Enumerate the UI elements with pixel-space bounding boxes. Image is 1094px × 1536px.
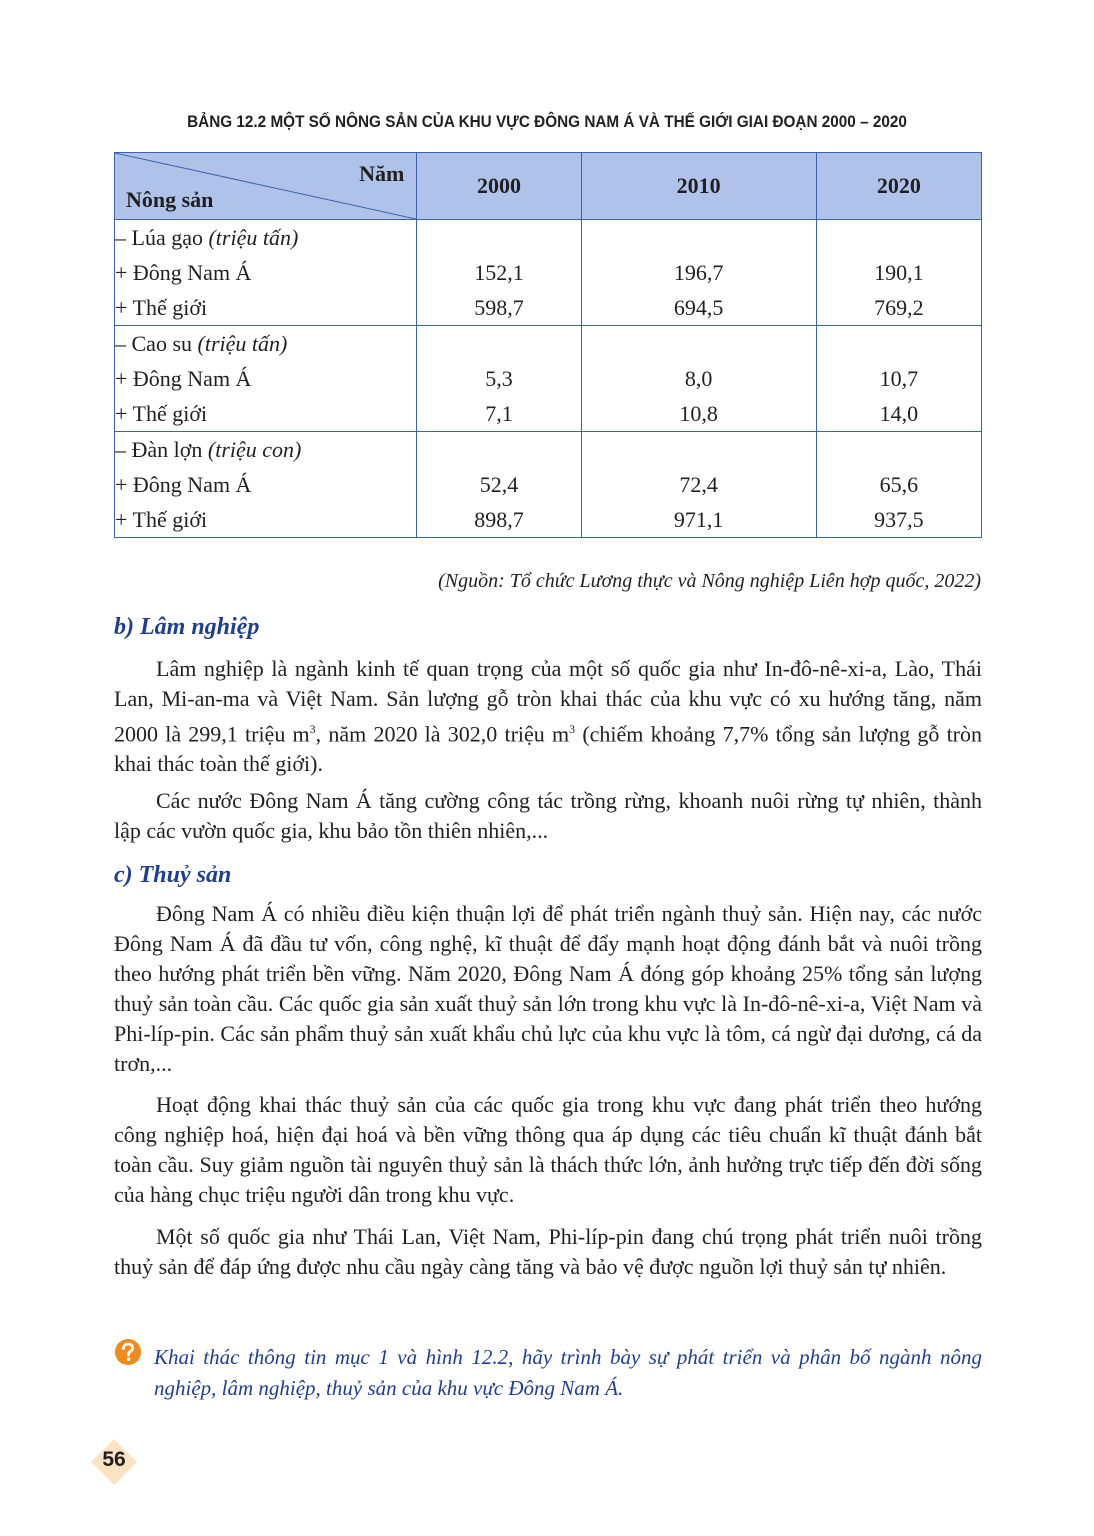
cell-2010: 72,4 971,1 <box>581 432 816 538</box>
row-label: + Thế giới <box>115 401 208 426</box>
row-labels <box>115 220 417 326</box>
header-year-2000: 2000 <box>417 153 581 220</box>
table-caption: BẢNG 12.2 MỘT SỐ NÔNG SẢN CỦA KHU VỰC ĐÔNG NAM Á VÀ THẾ GIỚI GIAI ĐOẠN 2000 – 2020 <box>187 112 907 131</box>
paragraph: Hoạt động khai thác thuỷ sản của các quốc gia trong khu vực đang phát triển theo hướng công nghiệp hoá, hiện đại hoá và bền vững thông qua áp dụng các tiêu chuẩn kĩ thuật đánh bắt toàn cầu. Suy giảm nguồn tài nguyên thuỷ sản là thách thức lớn, ảnh hưởng trực tiếp đến đời sống của hàng chục triệu người dân trong khu vực. <box>114 1092 982 1207</box>
section-heading-forestry: b) Lâm nghiệp <box>114 614 260 640</box>
header-year-2020: 2020 <box>816 153 981 220</box>
table-row-rubber <box>115 326 982 432</box>
question-icon <box>114 1338 142 1366</box>
cell-2000: 152,1 598,7 <box>417 220 581 326</box>
row-label: + Đông Nam Á <box>115 260 252 285</box>
group-unit: (triệu con) <box>207 437 302 462</box>
row-label: + Thế giới <box>115 507 208 532</box>
table-source: (Nguồn: Tổ chức Lương thực và Nông nghiệp Liên hợp quốc, 2022) <box>438 570 981 592</box>
group-unit: (triệu tấn) <box>208 225 299 250</box>
table-row-pigs <box>115 432 982 538</box>
header-year-2010: 2010 <box>581 153 816 220</box>
row-label: + Đông Nam Á <box>115 366 252 391</box>
group-name: – Cao su <box>115 331 192 356</box>
table-header-corner <box>115 153 417 220</box>
question-text: Khai thác thông tin mục 1 và hình 12.2, hãy trình bày sự phát triển và phân bố ngành nông nghiệp, lâm nghiệp, thuỷ sản của khu vực Đông Nam Á. <box>154 1345 982 1400</box>
cell-2020: 65,6 937,5 <box>816 432 981 538</box>
header-crop-label: Nông sản <box>126 187 214 212</box>
cell-2010: 8,0 10,8 <box>581 326 816 432</box>
row-label: + Thế giới <box>115 295 208 320</box>
paragraph: Lâm nghiệp là ngành kinh tế quan trọng của một số quốc gia như In-đô-nê-xi-a, Lào, Thái Lan, Mi-an-ma và Việt Nam. Sản lượng gỗ tròn khai thác của khu vực có xu hướng tăng, năm 2000 là 299,1 triệu $m^3$, năm 2020 là 302,0 triệu $m^3$ (chiếm khoảng 7,7% tổng sản lượng gỗ tròn khai thác toàn thế giới). <box>114 656 983 777</box>
group-name: – Đàn lợn <box>115 437 203 462</box>
header-year-label: Năm <box>359 161 405 186</box>
paragraph: Một số quốc gia như Thái Lan, Việt Nam, Phi-líp-pin đang chú trọng phát triển nuôi trồng thuỷ sản để đáp ứng được nhu cầu ngày càng tăng và bảo vệ được nguồn lợi thuỷ sản tự nhiên. <box>114 1224 982 1279</box>
cell-2020: 10,7 14,0 <box>816 326 981 432</box>
section-heading-fisheries: c) Thuỷ sản <box>114 862 232 888</box>
group-name: – Lúa gạo <box>115 225 203 250</box>
table-row-rice <box>115 220 982 326</box>
page-number: 56 <box>102 1448 126 1471</box>
cell-2000: 5,3 7,1 <box>417 326 581 432</box>
cell-2010: 196,7 694,5 <box>581 220 816 326</box>
row-labels <box>115 432 417 538</box>
paragraph: Các nước Đông Nam Á tăng cường công tác trồng rừng, khoanh nuôi rừng tự nhiên, thành lập các vườn quốc gia, khu bảo tồn thiên nhiên,... <box>114 788 982 843</box>
row-label: + Đông Nam Á <box>115 472 252 497</box>
agriculture-table <box>114 152 982 538</box>
cell-2000: 52,4 898,7 <box>417 432 581 538</box>
group-unit: (triệu tấn) <box>197 331 288 356</box>
paragraph: Đông Nam Á có nhiều điều kiện thuận lợi để phát triển ngành thuỷ sản. Hiện nay, các nước Đông Nam Á đã đầu tư vốn, công nghệ, kĩ thuật để đẩy mạnh hoạt động đánh bắt và nuôi trồng theo hướng phát triển bền vững. Năm 2020, Đông Nam Á đóng góp khoảng 25% tổng sản lượng thuỷ sản toàn cầu. Các quốc gia sản xuất thuỷ sản lớn trong khu vực là In-đô-nê-xi-a, Việt Nam và Phi-líp-pin. Các sản phẩm thuỷ sản xuất khẩu chủ lực của khu vực là tôm, cá ngừ đại dương, cá da trơn,... <box>114 901 982 1076</box>
row-labels <box>115 326 417 432</box>
cell-2020: 190,1 769,2 <box>816 220 981 326</box>
